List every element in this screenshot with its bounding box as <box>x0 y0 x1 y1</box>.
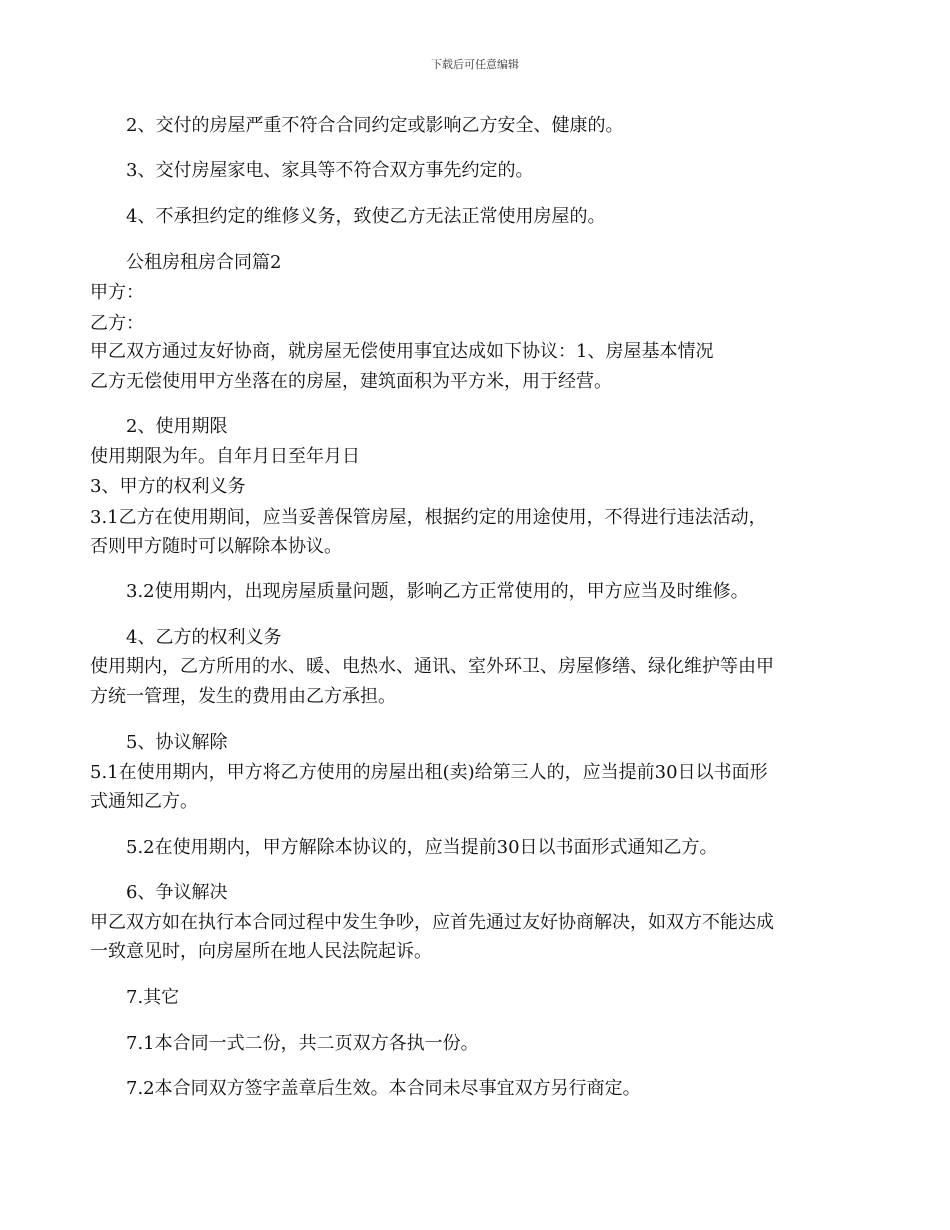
paragraph-line: 一致意见时，向房屋所在地人民法院起诉。 <box>90 941 432 962</box>
paragraph-line: 使用期限为年。自年月日至年月日 <box>90 446 360 467</box>
heading-line: 6、争议解决 <box>126 882 228 903</box>
heading-line: 2、使用期限 <box>126 416 228 437</box>
paragraph-line: 使用期内，乙方所用的水、暖、电热水、通讯、室外环卫、房屋修缮、绿化维护等由甲 <box>90 656 774 677</box>
clause-line: 7.2本合同双方签字盖章后生效。本合同未尽事宜双方另行商定。 <box>126 1078 641 1099</box>
heading-line: 3、甲方的权利义务 <box>90 476 246 497</box>
heading-line: 7.其它 <box>126 987 180 1008</box>
clause-line: 3.2使用期内，出现房屋质量问题，影响乙方正常使用的，甲方应当及时维修。 <box>126 581 749 602</box>
heading-line: 5、协议解除 <box>126 732 228 753</box>
clause-line: 5.2在使用期内，甲方解除本协议的，应当提前30日以书面形式通知乙方。 <box>126 837 718 858</box>
heading-line: 4、乙方的权利义务 <box>126 627 282 648</box>
paragraph-line: 否则甲方随时可以解除本协议。 <box>90 536 342 557</box>
party-b-label: 乙方： <box>90 313 144 334</box>
paragraph-line: 甲乙双方通过友好协商，就房屋无偿使用事宜达成如下协议：1、房屋基本情况 <box>90 341 714 362</box>
paragraph-line: 3.1乙方在使用期间，应当妥善保管房屋，根据约定的用途使用，不得进行违法活动， <box>90 507 767 528</box>
page-header: 下载后可任意编辑 <box>431 58 519 71</box>
paragraph-line: 乙方无偿使用甲方坐落在的房屋，建筑面积为平方米，用于经营。 <box>90 371 612 392</box>
clause-line: 2、交付的房屋严重不符合合同约定或影响乙方安全、健康的。 <box>126 115 624 136</box>
paragraph-line: 甲乙双方如在执行本合同过程中发生争吵，应首先通过友好协商解决，如双方不能达成 <box>90 912 774 933</box>
paragraph-line: 方统一管理，发生的费用由乙方承担。 <box>90 686 396 707</box>
section-title: 公租房租房合同篇2 <box>126 252 282 273</box>
clause-line: 7.1本合同一式二份，共二页双方各执一份。 <box>126 1033 479 1054</box>
paragraph-line: 式通知乙方。 <box>90 791 198 812</box>
clause-line: 4、不承担约定的维修义务，致使乙方无法正常使用房屋的。 <box>126 206 606 227</box>
clause-line: 3、交付房屋家电、家具等不符合双方事先约定的。 <box>126 160 534 181</box>
party-a-label: 甲方： <box>90 282 144 303</box>
paragraph-line: 5.1在使用期内，甲方将乙方使用的房屋出租(卖)给第三人的，应当提前30日以书面形 <box>90 762 768 783</box>
